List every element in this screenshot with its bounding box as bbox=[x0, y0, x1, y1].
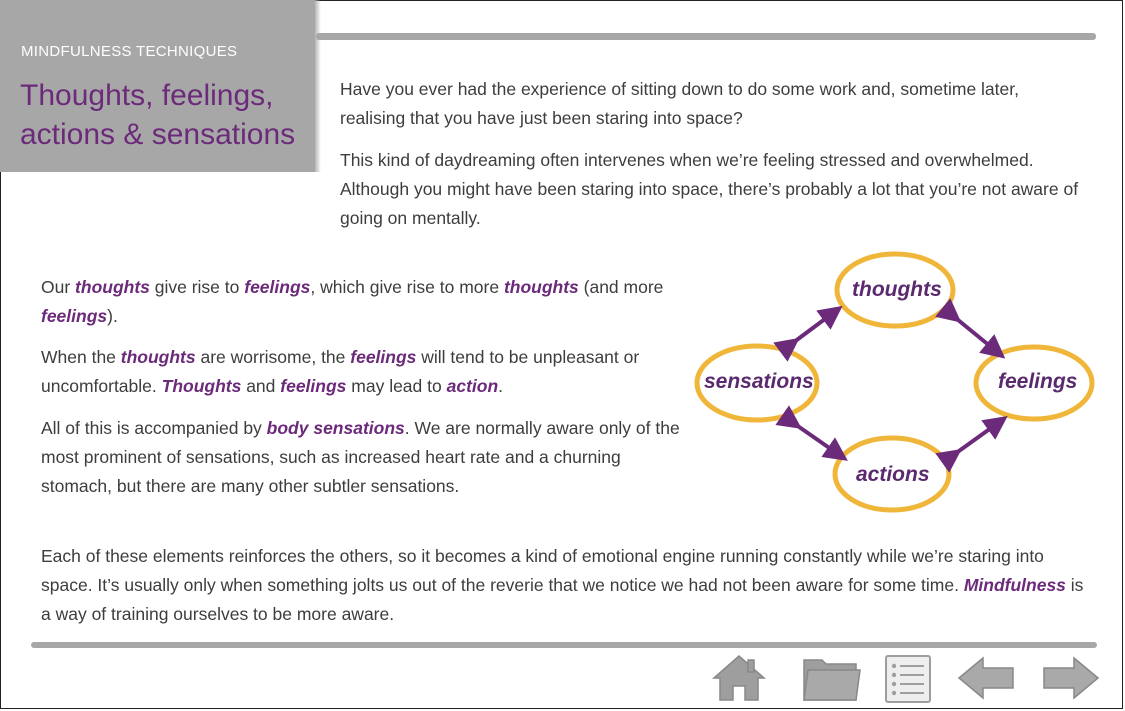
arrow-thoughts-feelings bbox=[952, 315, 996, 351]
body-text: , which give rise to more bbox=[310, 277, 504, 297]
arrow-sensations-thoughts bbox=[790, 313, 833, 345]
emphasis-text: thoughts bbox=[75, 277, 150, 297]
emphasis-text: feelings bbox=[350, 347, 417, 367]
body-text: and bbox=[241, 376, 281, 396]
intro-paragraph-1: Have you ever had the experience of sitting down to do some work and, sometime later, realising that you have just been staring into space? bbox=[340, 79, 1019, 128]
cycle-diagram bbox=[690, 245, 1110, 525]
back-button[interactable] bbox=[955, 652, 1017, 704]
emphasis-text: action bbox=[446, 376, 499, 396]
body-text: are worrisome, the bbox=[195, 347, 351, 367]
node-feelings: feelings bbox=[998, 370, 1078, 393]
left-paragraph-2 bbox=[41, 343, 691, 401]
emphasis-text: feelings bbox=[244, 277, 311, 297]
node-actions: actions bbox=[856, 463, 930, 486]
folder-icon bbox=[800, 652, 862, 704]
body-text: (and more bbox=[578, 277, 664, 297]
body-text: will tend to be unpleasant or uncomfortable. bbox=[41, 347, 640, 396]
body-text: Each of these elements reinforces the others, so it becomes a kind of emotional engine running constantly while we’re staring into space. It’s usually only when something jolts us out of the reverie that we notice we had not been aware for some time. bbox=[41, 546, 1044, 595]
folder-button[interactable] bbox=[800, 652, 862, 704]
body-text: When the bbox=[41, 347, 121, 367]
forward-button[interactable] bbox=[1040, 652, 1102, 704]
left-paragraph-3 bbox=[41, 414, 691, 501]
body-text: give rise to bbox=[149, 277, 245, 297]
top-divider bbox=[316, 33, 1096, 40]
back-arrow-icon bbox=[955, 652, 1017, 704]
body-text: All of this is accompanied by bbox=[41, 418, 267, 438]
emphasis-text: body sensations bbox=[266, 418, 405, 438]
node-sensations: sensations bbox=[704, 370, 814, 393]
body-text: is a way of training ourselves to be more aware. bbox=[41, 575, 1084, 624]
body-text: . bbox=[498, 376, 504, 396]
home-button[interactable] bbox=[708, 652, 770, 704]
section-kicker: MINDFULNESS TECHNIQUES bbox=[21, 43, 238, 60]
emphasis-text: Thoughts bbox=[161, 376, 242, 396]
emphasis-text: feelings bbox=[280, 376, 347, 396]
body-text: Our bbox=[41, 277, 76, 297]
arrow-sensations-actions bbox=[792, 422, 838, 454]
bottom-divider bbox=[31, 642, 1097, 648]
page-title: Thoughts, feelings, actions & sensations bbox=[20, 79, 296, 151]
summary-paragraph bbox=[41, 542, 1091, 629]
emphasis-text: Mindfulness bbox=[963, 575, 1066, 595]
body-text: ). bbox=[107, 306, 118, 326]
emphasis-text: thoughts bbox=[120, 347, 196, 367]
emphasis-text: thoughts bbox=[503, 277, 579, 297]
node-thoughts: thoughts bbox=[852, 278, 942, 301]
home-icon bbox=[708, 652, 770, 704]
forward-arrow-icon bbox=[1040, 652, 1102, 704]
intro-paragraph-2: This kind of daydreaming often intervenes when we’re feeling stressed and overwhelmed. Although you might have been staring into space, there’s probably a lot that you’re not aware of going on mentally. bbox=[340, 150, 1079, 228]
header-block bbox=[0, 0, 315, 172]
emphasis-text: feelings bbox=[41, 306, 108, 326]
arrow-actions-feelings bbox=[952, 423, 998, 456]
body-text: . We are normally aware only of the most prominent of sensations, such as increased heart rate and a churning stomach, but there are many other subtler sensations. bbox=[41, 418, 680, 496]
body-text: may lead to bbox=[346, 376, 447, 396]
left-paragraph-1 bbox=[41, 273, 691, 331]
notes-button[interactable] bbox=[878, 652, 940, 704]
notes-icon bbox=[878, 652, 940, 704]
